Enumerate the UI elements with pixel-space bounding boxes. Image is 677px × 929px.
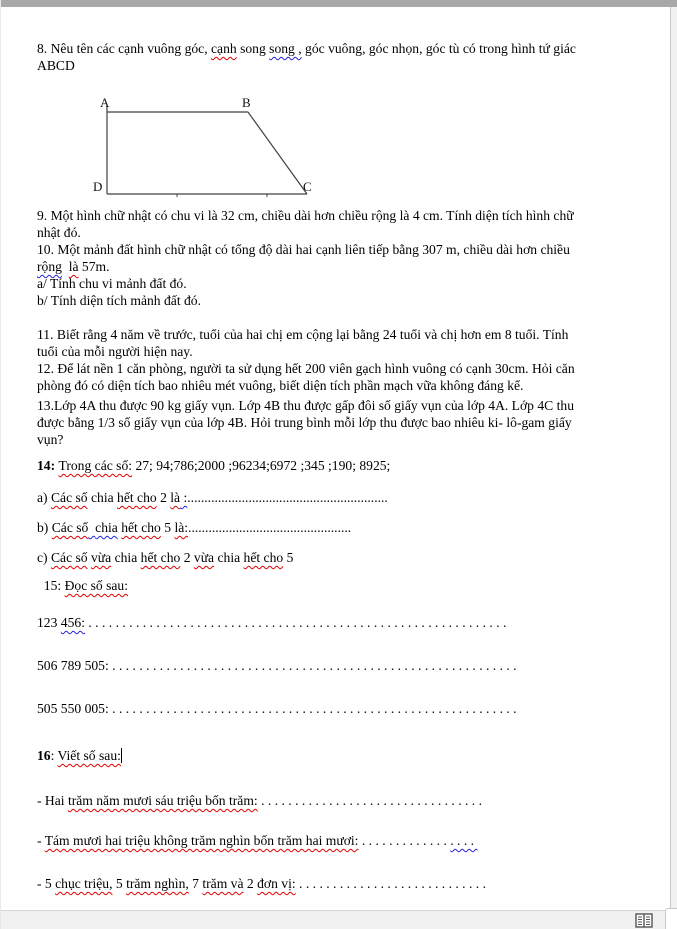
dotted-leader: . . . . . . . . . . . . . . . . . . . . . . . . . . . . . . . . . bbox=[261, 793, 486, 808]
text-segment: Các số bbox=[50, 490, 88, 505]
text-segment: phòng đó có diện tích bao nhiêu mét vuông, biết diện tích phần mạch vữa không đáng kể. bbox=[37, 378, 524, 393]
text-segment: 2 bbox=[243, 876, 258, 891]
text-segment bbox=[62, 259, 69, 274]
dotted-leader: . . . . . . . . . . . . . . . . . . . . . . . . . . . . . . . . . . . . . . . . . . . . . . . . . . . . . . . . . . . . bbox=[112, 701, 520, 716]
q14-a bbox=[37, 489, 660, 506]
text-segment: chia bbox=[87, 490, 118, 505]
dotted-leader: . . . . . . . . . . . . . bbox=[361, 833, 451, 848]
text-segment: - bbox=[37, 833, 45, 848]
text-segment: song , bbox=[269, 41, 302, 56]
text-segment: đơn vị: bbox=[257, 876, 296, 891]
text-segment: góc vuông, góc nhọn, góc tù có trong hình tứ giác bbox=[301, 41, 576, 56]
text-segment: b) bbox=[37, 520, 52, 535]
q9-line-1 bbox=[37, 207, 660, 224]
text-segment: 14: bbox=[37, 458, 59, 473]
q12-line-2 bbox=[37, 377, 660, 394]
text-segment: 15: bbox=[37, 578, 65, 593]
dotted-leader: . . . . . . . . . . . . . . . . . . . . . . . . . . . . . . . . . . . . . . . . . . . . . . . . . . . . . . . . . . . . bbox=[112, 658, 520, 673]
text-segment: b/ Tính diện tích mảnh đất đó. bbox=[37, 293, 201, 308]
status-bar bbox=[1, 910, 677, 929]
q13-line-1 bbox=[37, 397, 660, 414]
dotted-leader: . . . . . . . . . . . . . . . . . . . . . . . . . . . . . . . . . . . . . . . . . . . . . . . . . . . . . . . . . . . . . . bbox=[88, 615, 510, 630]
text-segment: 7 bbox=[188, 876, 203, 891]
document-text-top bbox=[37, 40, 660, 74]
reading-view-icon[interactable] bbox=[635, 913, 653, 928]
text-segment: 5 bbox=[112, 876, 127, 891]
text-segment: tuổi của mỗi người hiện nay. bbox=[37, 344, 193, 359]
q14-c bbox=[37, 549, 660, 566]
document-page[interactable] bbox=[1, 7, 670, 910]
q9-line-2 bbox=[37, 224, 660, 241]
text-segment: Tám mươi hai triệu không trăm nghìn bốn trăm hai mươi: bbox=[44, 833, 359, 848]
text-segment: 123 bbox=[37, 615, 61, 630]
text-segment: : bbox=[50, 748, 58, 763]
q13-line-2 bbox=[37, 414, 660, 431]
text-segment: hết cho bbox=[121, 520, 161, 535]
window-top-border bbox=[1, 0, 677, 7]
text-segment: 506 789 505: bbox=[37, 658, 113, 673]
text-segment: nhật đó. bbox=[37, 225, 81, 240]
q14-line bbox=[37, 457, 660, 474]
document-text-bottom bbox=[37, 207, 660, 892]
text-segment: 16 bbox=[37, 748, 51, 763]
q16-w1 bbox=[37, 792, 660, 809]
text-segment: Đọc số sau: bbox=[64, 578, 129, 593]
text-segment: Viết số sau: bbox=[57, 748, 121, 763]
text-segment: ABCD bbox=[37, 58, 75, 73]
text-segment: a/ Tính chu vi mảnh đất đó. bbox=[37, 276, 187, 291]
text-segment: chia bbox=[214, 550, 244, 565]
vertex-label-b: B bbox=[242, 95, 251, 110]
text-segment: vụn? bbox=[37, 432, 64, 447]
text-segment: 8. Nêu tên các cạnh vuông góc, bbox=[37, 41, 212, 56]
vertex-label-a: A bbox=[100, 95, 110, 110]
text-segment: trăm và bbox=[202, 876, 244, 891]
text-segment: là bbox=[170, 490, 181, 505]
text-segment: 11. Biết rằng 4 năm về trước, tuổi của hai chị em cộng lại bằng 24 tuổi và chị hơn em 8 tuổi. Tính bbox=[37, 327, 569, 342]
text-segment: 9. Một hình chữ nhật có chu vi là 32 cm, chiều dài hơn chiều rộng là 4 cm. Tính diện tích hình chữ bbox=[37, 208, 574, 223]
text-segment: chục triệu, bbox=[55, 876, 113, 891]
q10-b bbox=[37, 292, 660, 309]
text-segment: a) bbox=[37, 490, 51, 505]
q15-n1 bbox=[37, 614, 660, 631]
text-segment: 13.Lớp 4A thu được 90 kg giấy vụn. Lớp 4B thu được gấp đôi số giấy vụn của lớp 4A. Lớp 4C thu bbox=[37, 398, 574, 413]
text-segment: chia bbox=[95, 520, 118, 535]
vertex-label-d: D bbox=[93, 179, 103, 194]
text-segment: c) bbox=[37, 550, 51, 565]
vertex-label-c: C bbox=[303, 179, 312, 194]
text-segment: 505 550 005: bbox=[37, 701, 113, 716]
q12-line-1 bbox=[37, 360, 660, 377]
q11-line-1 bbox=[37, 326, 660, 343]
text-segment: cạnh bbox=[211, 41, 237, 56]
text-segment: trăm năm mươi sáu triệu bốn trăm: bbox=[67, 793, 258, 808]
text-segment: hết cho bbox=[117, 490, 157, 505]
q10-a bbox=[37, 275, 660, 292]
text-segment: 456: bbox=[60, 615, 85, 630]
dotted-leader: . . . . . . . . . . . . . . . . . . . . . . . . . . . . bbox=[299, 876, 490, 891]
q16-w3 bbox=[37, 875, 660, 892]
scrollbar-corner-button[interactable] bbox=[665, 908, 677, 929]
text-segment: là: bbox=[174, 520, 189, 535]
q15-line bbox=[37, 577, 660, 594]
text-segment: 57m. bbox=[78, 259, 110, 274]
text-segment: hết cho bbox=[243, 550, 284, 565]
text-segment: hết cho bbox=[140, 550, 181, 565]
text-segment: Các số bbox=[50, 550, 88, 565]
q13-line-3 bbox=[37, 431, 660, 448]
q16-w2 bbox=[37, 832, 660, 849]
q8-line-1 bbox=[37, 40, 660, 57]
text-segment: 5 bbox=[283, 550, 294, 565]
q10-line-2 bbox=[37, 258, 660, 275]
q15-n2 bbox=[37, 657, 660, 674]
text-segment: là bbox=[68, 259, 79, 274]
text-segment: - 5 bbox=[37, 876, 56, 891]
text-segment: vừa bbox=[193, 550, 215, 565]
text-segment: chia bbox=[111, 550, 141, 565]
q10-line-1 bbox=[37, 241, 660, 258]
dotted-leader: . . . . bbox=[450, 833, 478, 848]
text-segment: 12. Để lát nền 1 căn phòng, người ta sử dụng hết 200 viên gạch hình vuông có cạnh 30cm. Hỏi căn bbox=[37, 361, 575, 376]
q15-n3 bbox=[37, 700, 660, 717]
text-segment: song bbox=[236, 41, 270, 56]
q14-b bbox=[37, 519, 660, 536]
trapezoid-drawing bbox=[89, 93, 325, 207]
text-segment: 2 bbox=[156, 490, 171, 505]
text-segment: 5 bbox=[160, 520, 175, 535]
vertical-scrollbar[interactable] bbox=[670, 7, 677, 910]
text-segment: 27; 94;786;2000 ;96234;6972 ;345 ;190; 8925; bbox=[132, 458, 391, 473]
text-segment: Các số bbox=[51, 520, 89, 535]
q11-line-2 bbox=[37, 343, 660, 360]
quadrilateral-abcd-figure bbox=[89, 93, 660, 205]
dotted-leader: ........................................................... bbox=[187, 490, 388, 505]
dotted-leader: ................................................ bbox=[188, 520, 352, 535]
text-segment: được bằng 1/3 số giấy vụn của lớp 4B. Hỏi trung bình mỗi lớp thu được bao nhiêu ki- lô-gam giấy bbox=[37, 415, 572, 430]
text-segment: trăm nghìn, bbox=[126, 876, 189, 891]
text-segment: 10. Một mảnh đất hình chữ nhật có tổng độ dài hai cạnh liên tiếp bằng 307 m, chiều dài hơn chiều bbox=[37, 242, 570, 257]
text-segment: vừa bbox=[91, 550, 112, 565]
text-segment: : bbox=[180, 490, 188, 505]
text-segment: - Hai bbox=[37, 793, 68, 808]
text-cursor bbox=[121, 748, 122, 763]
q16-line bbox=[37, 747, 660, 764]
text-segment: rộng bbox=[37, 259, 62, 274]
text-segment: Trong các số: bbox=[58, 458, 133, 473]
q8-line-2 bbox=[37, 57, 660, 74]
text-segment: 2 bbox=[180, 550, 194, 565]
